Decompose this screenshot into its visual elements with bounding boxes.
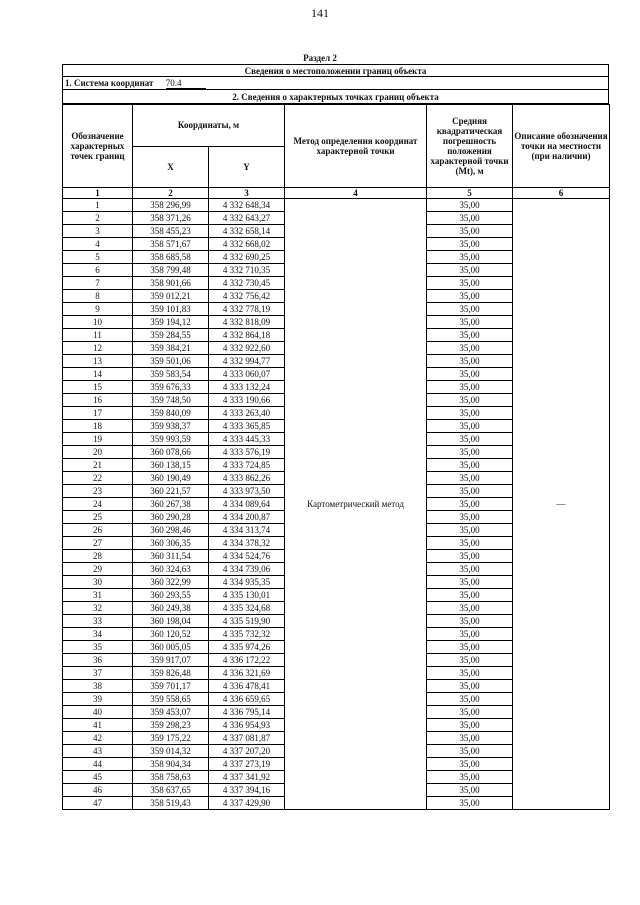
points-table-body [63, 199, 610, 810]
x-coordinate-cell: 359 993,59 [133, 433, 209, 446]
x-coordinate-cell: 359 012,21 [133, 290, 209, 303]
y-coordinate-cell: 4 333 445,33 [209, 433, 285, 446]
point-number-cell: 27 [63, 537, 133, 550]
point-number-cell: 9 [63, 303, 133, 316]
column-number: 3 [209, 188, 285, 199]
point-number-cell: 8 [63, 290, 133, 303]
y-coordinate-cell: 4 332 994,77 [209, 355, 285, 368]
point-number-cell: 1 [63, 199, 133, 212]
y-coordinate-cell: 4 332 668,02 [209, 238, 285, 251]
method-cell: Картометрический метод [285, 199, 427, 810]
rmse-cell: 35,00 [427, 784, 513, 797]
point-number-cell: 2 [63, 212, 133, 225]
x-coordinate-cell: 358 571,67 [133, 238, 209, 251]
col-header-point: Обозначение характерных точек границ [63, 105, 133, 188]
description-cell: — [513, 199, 610, 810]
col-header-x: X [133, 147, 209, 188]
rmse-cell: 35,00 [427, 563, 513, 576]
column-number: 6 [513, 188, 610, 199]
x-coordinate-cell: 359 558,65 [133, 693, 209, 706]
rmse-cell: 35,00 [427, 719, 513, 732]
x-coordinate-cell: 358 904,34 [133, 758, 209, 771]
rmse-cell: 35,00 [427, 472, 513, 485]
point-number-cell: 44 [63, 758, 133, 771]
rmse-cell: 35,00 [427, 706, 513, 719]
rmse-cell: 35,00 [427, 459, 513, 472]
y-coordinate-cell: 4 335 974,26 [209, 641, 285, 654]
rmse-cell: 35,00 [427, 290, 513, 303]
table-row [63, 199, 610, 212]
point-number-cell: 34 [63, 628, 133, 641]
y-coordinate-cell: 4 335 519,90 [209, 615, 285, 628]
x-coordinate-cell: 360 267,38 [133, 498, 209, 511]
point-number-cell: 36 [63, 654, 133, 667]
y-coordinate-cell: 4 334 200,87 [209, 511, 285, 524]
rmse-cell: 35,00 [427, 342, 513, 355]
point-number-cell: 4 [63, 238, 133, 251]
rmse-cell: 35,00 [427, 576, 513, 589]
point-number-cell: 40 [63, 706, 133, 719]
rmse-cell: 35,00 [427, 524, 513, 537]
y-coordinate-cell: 4 332 756,42 [209, 290, 285, 303]
point-number-cell: 23 [63, 485, 133, 498]
point-number-cell: 16 [63, 394, 133, 407]
rmse-cell: 35,00 [427, 277, 513, 290]
col-header-method: Метод определения координат характерной точки [285, 105, 427, 188]
point-number-cell: 15 [63, 381, 133, 394]
coord-system-row [63, 77, 609, 90]
point-number-cell: 31 [63, 589, 133, 602]
y-coordinate-cell: 4 334 739,06 [209, 563, 285, 576]
rmse-cell: 35,00 [427, 381, 513, 394]
y-coordinate-cell: 4 335 130,01 [209, 589, 285, 602]
x-coordinate-cell: 360 290,28 [133, 511, 209, 524]
y-coordinate-cell: 4 332 922,60 [209, 342, 285, 355]
rmse-cell: 35,00 [427, 225, 513, 238]
column-number: 2 [133, 188, 209, 199]
point-number-cell: 29 [63, 563, 133, 576]
y-coordinate-cell: 4 332 690,25 [209, 251, 285, 264]
x-coordinate-cell: 359 501,06 [133, 355, 209, 368]
y-coordinate-cell: 4 332 648,34 [209, 199, 285, 212]
point-number-cell: 21 [63, 459, 133, 472]
point-number-cell: 13 [63, 355, 133, 368]
rmse-cell: 35,00 [427, 511, 513, 524]
point-number-cell: 26 [63, 524, 133, 537]
rmse-cell: 35,00 [427, 771, 513, 784]
point-number-cell: 45 [63, 771, 133, 784]
rmse-cell: 35,00 [427, 758, 513, 771]
y-coordinate-cell: 4 332 864,18 [209, 329, 285, 342]
column-number: 5 [427, 188, 513, 199]
point-number-cell: 24 [63, 498, 133, 511]
rmse-cell: 35,00 [427, 615, 513, 628]
col-header-y: Y [209, 147, 285, 188]
rmse-cell: 35,00 [427, 433, 513, 446]
y-coordinate-cell: 4 332 778,19 [209, 303, 285, 316]
x-coordinate-cell: 358 371,26 [133, 212, 209, 225]
x-coordinate-cell: 360 198,04 [133, 615, 209, 628]
y-coordinate-cell: 4 334 089,64 [209, 498, 285, 511]
x-coordinate-cell: 358 637,65 [133, 784, 209, 797]
x-coordinate-cell: 358 519,43 [133, 797, 209, 810]
point-number-cell: 43 [63, 745, 133, 758]
point-number-cell: 33 [63, 615, 133, 628]
y-coordinate-cell: 4 336 172,22 [209, 654, 285, 667]
point-number-cell: 17 [63, 407, 133, 420]
rmse-cell: 35,00 [427, 498, 513, 511]
rmse-cell: 35,00 [427, 238, 513, 251]
column-number: 1 [63, 188, 133, 199]
y-coordinate-cell: 4 332 658,14 [209, 225, 285, 238]
x-coordinate-cell: 359 284,55 [133, 329, 209, 342]
y-coordinate-cell: 4 335 732,32 [209, 628, 285, 641]
y-coordinate-cell: 4 333 365,85 [209, 420, 285, 433]
y-coordinate-cell: 4 333 132,24 [209, 381, 285, 394]
point-number-cell: 12 [63, 342, 133, 355]
points-section-title: 2. Сведения о характерных точках границ объекта [63, 90, 609, 104]
point-number-cell: 19 [63, 433, 133, 446]
rmse-cell: 35,00 [427, 329, 513, 342]
coord-system-value: 70.4 [166, 78, 206, 89]
x-coordinate-cell: 360 298,46 [133, 524, 209, 537]
rmse-cell: 35,00 [427, 355, 513, 368]
x-coordinate-cell: 360 221,57 [133, 485, 209, 498]
y-coordinate-cell: 4 336 478,41 [209, 680, 285, 693]
rmse-cell: 35,00 [427, 368, 513, 381]
rmse-cell: 35,00 [427, 732, 513, 745]
point-number-cell: 30 [63, 576, 133, 589]
rmse-cell: 35,00 [427, 602, 513, 615]
header-table [62, 64, 609, 104]
point-number-cell: 28 [63, 550, 133, 563]
y-coordinate-cell: 4 337 429,90 [209, 797, 285, 810]
y-coordinate-cell: 4 336 659,65 [209, 693, 285, 706]
x-coordinate-cell: 359 194,12 [133, 316, 209, 329]
point-number-cell: 25 [63, 511, 133, 524]
rmse-cell: 35,00 [427, 199, 513, 212]
x-coordinate-cell: 360 322,99 [133, 576, 209, 589]
x-coordinate-cell: 359 840,09 [133, 407, 209, 420]
column-number-row [63, 188, 610, 199]
rmse-cell: 35,00 [427, 251, 513, 264]
point-number-cell: 32 [63, 602, 133, 615]
x-coordinate-cell: 359 826,48 [133, 667, 209, 680]
point-number-cell: 18 [63, 420, 133, 433]
rmse-cell: 35,00 [427, 485, 513, 498]
x-coordinate-cell: 358 455,23 [133, 225, 209, 238]
x-coordinate-cell: 360 120,52 [133, 628, 209, 641]
point-number-cell: 46 [63, 784, 133, 797]
x-coordinate-cell: 358 296,99 [133, 199, 209, 212]
x-coordinate-cell: 359 676,33 [133, 381, 209, 394]
rmse-cell: 35,00 [427, 680, 513, 693]
col-header-coordinates: Координаты, м [133, 105, 285, 147]
x-coordinate-cell: 360 293,55 [133, 589, 209, 602]
y-coordinate-cell: 4 334 378,32 [209, 537, 285, 550]
point-number-cell: 37 [63, 667, 133, 680]
y-coordinate-cell: 4 333 263,40 [209, 407, 285, 420]
x-coordinate-cell: 359 938,37 [133, 420, 209, 433]
point-number-cell: 38 [63, 680, 133, 693]
rmse-cell: 35,00 [427, 628, 513, 641]
x-coordinate-cell: 359 748,50 [133, 394, 209, 407]
y-coordinate-cell: 4 337 394,16 [209, 784, 285, 797]
point-number-cell: 14 [63, 368, 133, 381]
y-coordinate-cell: 4 337 207,20 [209, 745, 285, 758]
x-coordinate-cell: 360 078,66 [133, 446, 209, 459]
y-coordinate-cell: 4 333 190,66 [209, 394, 285, 407]
x-coordinate-cell: 360 311,54 [133, 550, 209, 563]
point-number-cell: 35 [63, 641, 133, 654]
y-coordinate-cell: 4 332 643,27 [209, 212, 285, 225]
rmse-cell: 35,00 [427, 654, 513, 667]
rmse-cell: 35,00 [427, 667, 513, 680]
point-number-cell: 11 [63, 329, 133, 342]
y-coordinate-cell: 4 332 818,09 [209, 316, 285, 329]
x-coordinate-cell: 358 901,66 [133, 277, 209, 290]
y-coordinate-cell: 4 334 313,74 [209, 524, 285, 537]
y-coordinate-cell: 4 332 730,45 [209, 277, 285, 290]
points-table [62, 104, 610, 810]
page-number: 141 [311, 6, 329, 20]
y-coordinate-cell: 4 333 060,07 [209, 368, 285, 381]
point-number-cell: 41 [63, 719, 133, 732]
rmse-cell: 35,00 [427, 693, 513, 706]
y-coordinate-cell: 4 332 710,35 [209, 264, 285, 277]
x-coordinate-cell: 358 685,58 [133, 251, 209, 264]
point-number-cell: 42 [63, 732, 133, 745]
x-coordinate-cell: 358 758,63 [133, 771, 209, 784]
rmse-cell: 35,00 [427, 589, 513, 602]
point-number-cell: 10 [63, 316, 133, 329]
y-coordinate-cell: 4 336 954,93 [209, 719, 285, 732]
y-coordinate-cell: 4 337 341,92 [209, 771, 285, 784]
x-coordinate-cell: 359 453,07 [133, 706, 209, 719]
point-number-cell: 3 [63, 225, 133, 238]
y-coordinate-cell: 4 335 324,68 [209, 602, 285, 615]
x-coordinate-cell: 359 384,21 [133, 342, 209, 355]
x-coordinate-cell: 360 138,15 [133, 459, 209, 472]
rmse-cell: 35,00 [427, 303, 513, 316]
rmse-cell: 35,00 [427, 420, 513, 433]
x-coordinate-cell: 359 101,83 [133, 303, 209, 316]
y-coordinate-cell: 4 333 862,26 [209, 472, 285, 485]
table-title: Сведения о местоположении границ объекта [63, 65, 609, 77]
y-coordinate-cell: 4 336 321,69 [209, 667, 285, 680]
x-coordinate-cell: 359 701,17 [133, 680, 209, 693]
point-number-cell: 22 [63, 472, 133, 485]
x-coordinate-cell: 359 298,23 [133, 719, 209, 732]
point-number-cell: 47 [63, 797, 133, 810]
boundary-table-wrapper [62, 64, 609, 810]
rmse-cell: 35,00 [427, 797, 513, 810]
col-header-description: Описание обозначения точки на местности (при наличии) [513, 105, 610, 188]
y-coordinate-cell: 4 337 273,19 [209, 758, 285, 771]
y-coordinate-cell: 4 336 795,14 [209, 706, 285, 719]
point-number-cell: 6 [63, 264, 133, 277]
point-number-cell: 7 [63, 277, 133, 290]
x-coordinate-cell: 360 249,38 [133, 602, 209, 615]
section-title: Раздел 2 [303, 53, 337, 63]
point-number-cell: 5 [63, 251, 133, 264]
x-coordinate-cell: 359 583,54 [133, 368, 209, 381]
x-coordinate-cell: 360 005,05 [133, 641, 209, 654]
x-coordinate-cell: 360 306,35 [133, 537, 209, 550]
rmse-cell: 35,00 [427, 212, 513, 225]
y-coordinate-cell: 4 333 973,50 [209, 485, 285, 498]
x-coordinate-cell: 360 190,49 [133, 472, 209, 485]
y-coordinate-cell: 4 333 576,19 [209, 446, 285, 459]
y-coordinate-cell: 4 337 081,87 [209, 732, 285, 745]
rmse-cell: 35,00 [427, 316, 513, 329]
x-coordinate-cell: 359 917,07 [133, 654, 209, 667]
rmse-cell: 35,00 [427, 446, 513, 459]
coord-system-label: 1. Система координат [65, 77, 154, 88]
y-coordinate-cell: 4 334 524,76 [209, 550, 285, 563]
rmse-cell: 35,00 [427, 264, 513, 277]
y-coordinate-cell: 4 333 724,85 [209, 459, 285, 472]
rmse-cell: 35,00 [427, 550, 513, 563]
x-coordinate-cell: 360 324,63 [133, 563, 209, 576]
y-coordinate-cell: 4 334 935,35 [209, 576, 285, 589]
rmse-cell: 35,00 [427, 394, 513, 407]
column-number: 4 [285, 188, 427, 199]
point-number-cell: 20 [63, 446, 133, 459]
rmse-cell: 35,00 [427, 641, 513, 654]
rmse-cell: 35,00 [427, 407, 513, 420]
x-coordinate-cell: 358 799,48 [133, 264, 209, 277]
rmse-cell: 35,00 [427, 537, 513, 550]
x-coordinate-cell: 359 014,32 [133, 745, 209, 758]
rmse-cell: 35,00 [427, 745, 513, 758]
x-coordinate-cell: 359 175,22 [133, 732, 209, 745]
col-header-rmse: Средняя квадратическая погрешность положения характерной точки (Mt), м [427, 105, 513, 188]
point-number-cell: 39 [63, 693, 133, 706]
